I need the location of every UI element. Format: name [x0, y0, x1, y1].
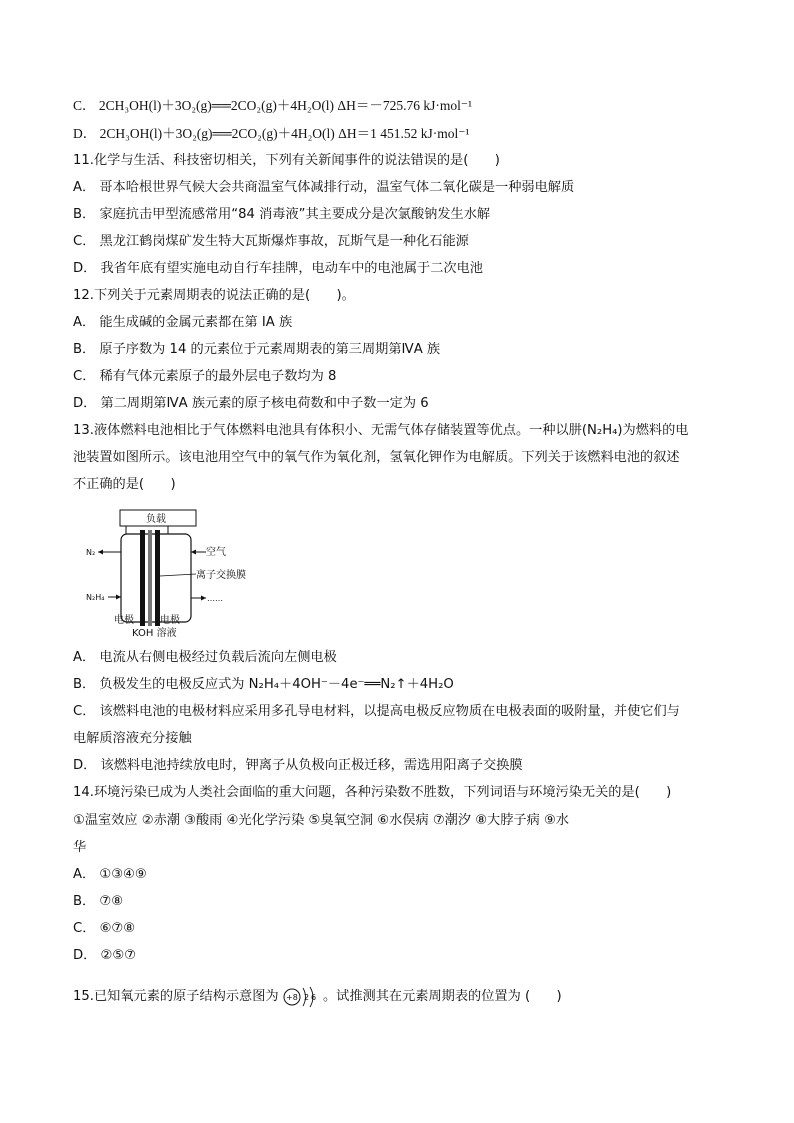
question-14-option-d: D． ②⑤⑦	[73, 948, 137, 963]
question-13-option-c-line-2: 电解质溶液充分接触	[73, 731, 192, 746]
fuel-cell-diagram	[86, 508, 256, 640]
left-electrode	[140, 530, 145, 626]
question-14-items-cont: 华	[73, 840, 87, 855]
question-11-option-d: D． 我省年底有望实施电动自行车挂牌，电动车中的电池属于二次电池	[73, 261, 483, 276]
question-12-option-b: B． 原子序数为 14 的元素位于元素周期表的第三周期第ⅣA 族	[73, 342, 441, 357]
question-14: 14.环境污染已成为人类社会面临的重大问题，各种污染数不胜数，下列词语与环境污染无关的是( )	[73, 785, 672, 800]
right-electrode-label: 电极	[160, 615, 180, 626]
oxygen-atom-structure-diagram	[283, 985, 323, 1009]
question-13-option-a: A． 电流从右侧电极经过负载后流向左侧电极	[73, 650, 337, 665]
question-13-line-3: 不正确的是( )	[73, 477, 176, 492]
question-14-items: ①温室效应 ②赤潮 ③酸雨 ④光化学污染 ⑤臭氧空洞 ⑥水俣病 ⑦潮汐 ⑧大脖子病 ⑨水	[73, 813, 569, 828]
membrane-label: 离子交换膜	[196, 570, 246, 581]
question-12: 12.下列关于元素周期表的说法正确的是( )。	[73, 288, 355, 303]
question-11: 11.化学与生活、科技密切相关，下列有关新闻事件的说法错误的是( )	[73, 153, 500, 168]
question-11-option-a: A． 哥本哈根世界气候大会共商温室气体减排行动，温室气体二氧化碳是一种弱电解质	[73, 180, 575, 195]
n2-label: N₂	[86, 548, 96, 557]
question-13-option-b: B． 负极发生的电极反应式为 N₂H₄＋4OH⁻－4e⁻══N₂↑＋4H₂O	[73, 677, 454, 692]
question-13-option-c-line-1: C． 该燃料电池的电极材料应采用多孔导电材料，以提高电极反应物质在电极表面的吸附量，并使它们与	[73, 704, 680, 719]
question-13-line-2: 池装置如图所示。该电池用空气中的氧气作为氧化剂，氢氧化钾作为电解质。下列关于该燃料电池的叙述	[73, 450, 680, 465]
membrane	[148, 530, 152, 626]
question-13-line-1: 13.液体燃料电池相比于气体燃料电池具有体积小、无需气体存储装置等优点。一种以肼(N₂H₄)为燃料的电	[73, 423, 689, 438]
nucleus-charge: +8	[286, 993, 298, 1002]
left-electrode-label: 电极	[114, 615, 134, 626]
outlet-dots: ……	[207, 594, 223, 603]
n2h4-label: N₂H₄	[86, 593, 105, 602]
shell-1-electrons: 2	[304, 993, 310, 1002]
question-12-option-c: C． 稀有气体元素原子的最外层电子数均为 8	[73, 369, 337, 384]
right-electrode	[155, 530, 160, 626]
question-13-option-d: D． 该燃料电池持续放电时，钾离子从负极向正极迁移，需选用阳离子交换膜	[73, 758, 523, 773]
question-11-option-c: C． 黑龙江鹤岗煤矿发生特大瓦斯爆炸事故，瓦斯气是一种化石能源	[73, 234, 469, 249]
koh-label: KOH 溶液	[132, 628, 177, 639]
question-14-option-c: C． ⑥⑦⑧	[73, 921, 136, 936]
air-label: 空气	[206, 547, 226, 558]
question-14-option-b: B． ⑦⑧	[73, 894, 124, 909]
question-14-option-a: A． ①③④⑨	[73, 867, 147, 882]
option-d-equation: D． 2CH₃OH(l)＋3O₂(g)══2CO₂(g)＋4H₂O(l) ΔH＝1 451.52 kJ·mol⁻¹	[73, 126, 470, 141]
question-11-option-b: B． 家庭抗击甲型流感常用“84 消毒液”其主要成分是次氯酸钠发生水解	[73, 207, 491, 222]
question-12-option-a: A． 能生成碱的金属元素都在第 ⅠA 族	[73, 315, 293, 330]
question-15-prefix: 15.已知氧元素的原子结构示意图为	[73, 989, 279, 1004]
question-12-option-d: D． 第二周期第ⅣA 族元素的原子核电荷数和中子数一定为 6	[73, 396, 429, 411]
shell-2-electrons: 6	[311, 993, 317, 1002]
option-c-equation: C． 2CH₃OH(l)＋3O₂(g)══2CO₂(g)＋4H₂O(l) ΔH＝－725.76 kJ·mol⁻¹	[73, 98, 473, 113]
load-label: 负载	[146, 514, 166, 525]
question-15-suffix: 。试推测其在元素周期表的位置为 ( )	[323, 989, 562, 1004]
